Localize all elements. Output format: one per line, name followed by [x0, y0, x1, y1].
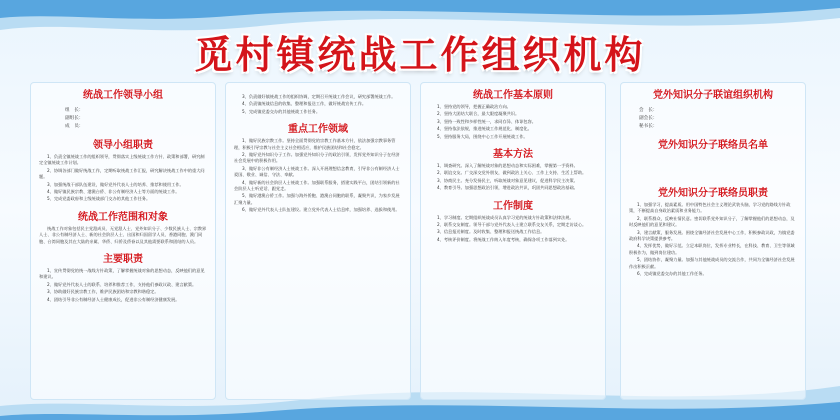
- heading-leadership-group: 统战工作领导小组: [83, 90, 163, 101]
- field-deputy-leader: 副组长：: [65, 116, 84, 121]
- paragraph: 3、加强统战干部队伍建设，做好党外代表人士的培养、推荐和使用工作。: [47, 181, 184, 187]
- heading-association-structure: 党外知识分子联谊组织机构: [653, 90, 773, 101]
- paragraph: 4、做好镇民族宗教、港澳台侨、非公有制经济人士等方面的统战工作。: [47, 189, 180, 195]
- paragraph: 3、建言献策，服务发展。围绕全镇经济社会发展中心工作，积极参政议政，为镇党委政府科学决策提供参考。: [629, 229, 795, 242]
- field-vice-president: 副会长：: [639, 116, 658, 121]
- paragraph: 5、完成镇党委交办的其他统战工作任务。: [242, 108, 321, 114]
- paragraph: 5、团结协作，凝聚力量。加强与其他统战成员的交流合作，共同为全镇经济社会发展作出积极贡献。: [629, 257, 795, 269]
- paragraph: 4、教育引导。加强思想政治引领，增进政治共识，巩固共同思想政治基础。: [437, 185, 578, 191]
- paragraph: 3、坚持一致性和多样性统一，求同存异、体谅包容。: [437, 118, 536, 124]
- field-secretary-general: 秘书长：: [639, 124, 658, 129]
- field-president: 会 长：: [639, 108, 658, 113]
- paragraph: 1、宣传贯彻党的统一战线方针政策，了解掌握统战对象的思想动态，反映他们的意见和建议。: [39, 268, 205, 280]
- paragraph: 1、加强学习，提高素质。用中国特色社会主义理论武装头脑，学习党的路线方针政策，不断提高自身政治素质和业务能力。: [629, 202, 791, 214]
- paragraph: 3、做好非公有制经济人士统战工作。深入开展理想信念教育，引导非公有制经济人士爱国、敬业、诚信、守法、奉献。: [234, 165, 400, 178]
- paragraph: 统战工作对象包括民主党派成员、无党派人士、党外知识分子、少数民族人士、宗教界人士、非公有制经济人士、新的社会阶层人士、出国和归国留学人员、香港同胞、澳门同胞、台湾同胞及其在大陆的亲属、华侨、归侨及侨眷以及其他需要联系和团结的人员。: [39, 225, 207, 244]
- paragraph: 4、坚持依法依规，推进统战工作规范化、制度化。: [437, 126, 532, 132]
- paragraph: 3、协助做好民族宗教工作，维护民族团结和宗教和谐稳定。: [47, 289, 159, 295]
- column-intellectuals-association: [620, 82, 806, 400]
- paragraph: 2、坚持大团结大联合，最大限度凝聚共识。: [437, 111, 520, 117]
- paragraph: 5、做好港澳台侨工作。加强与海外侨胞、港澳台同胞的联系，凝聚共识，为家乡发展汇聚力量。: [234, 193, 400, 205]
- paragraph: 4、发挥优势，做好示范。立足本职岗位，发挥专业特长，在科技、教育、卫生等领域积极作为，做到岗位建功。: [629, 243, 795, 255]
- paragraph: 3、协商民主。充分发扬民主，听取统战对象意见建议，促进科学民主决策。: [437, 177, 578, 183]
- paragraph: 1、坚持党的领导，把握正确政治方向。: [437, 104, 511, 109]
- heading-basic-principles: 统战工作基本原则: [473, 90, 553, 101]
- heading-work-system: 工作制度: [493, 200, 533, 212]
- paragraph: 2、联系交友制度。领导干部与党外代表人士建立联系交友关系，定期走访谈心。: [437, 222, 587, 228]
- paragraph: 2、协调各部门做好统战工作，定期听取统战工作汇报，研究解决统战工作中的重大问题。: [39, 167, 205, 180]
- heading-liaison-list: 党外知识分子联络员名单: [658, 140, 768, 151]
- paragraph: 4、团结引导非公有制经济人士健康成长，促进非公有制经济健康发展。: [47, 296, 180, 302]
- paragraph: 2、联系群众，反映社情民意。密切联系党外知识分子，了解掌握他们的思想动态，及时反映他们的意见和建议。: [629, 215, 795, 228]
- association-fields: [639, 107, 797, 131]
- paragraph: 1、负责全镇统战工作的组织领导，贯彻落实上级统战工作方针、政策和部署，研究制定全镇统战工作计划。: [39, 154, 205, 166]
- column-key-work-areas: [225, 82, 411, 400]
- field-members: 成 员：: [65, 124, 84, 129]
- paragraph: 3、负责做好镇统战工作的组织协调，定期召开统战工作会议，研究部署统战工作。: [242, 94, 396, 99]
- paragraph: 2、联谊交友。广交深交党外朋友，做到政治上关心、工作上支持、生活上帮助。: [437, 170, 587, 176]
- paragraph: 5、完成党委政府和上级统战部门交办的其他工作任务。: [47, 196, 151, 202]
- column-principles-methods: [420, 82, 606, 400]
- paragraph: 6、完成镇党委交办的其他工作任务。: [637, 271, 707, 277]
- paragraph: 5、坚持服务大局，围绕中心工作开展统战工作。: [437, 133, 528, 139]
- paragraph: 1、做好民族宗教工作。坚持全面贯彻党的宗教工作基本方针，依法加强宗教事务管理，积极引导宗教与社会主义社会相适应，维护民族团结和社会稳定。: [234, 138, 396, 150]
- heading-main-duties: 主要职责: [103, 254, 143, 266]
- paragraph: 4、负责镇统战信息的收集、整理和报送工作，做好统战宣传工作。: [242, 101, 367, 107]
- paragraph: 4、考核评价制度。将统战工作纳入年度考核，确保各项工作落到实处。: [437, 236, 570, 242]
- paragraph: 1、调查研究。深入了解统战对象的思想动态和实际困难，掌握第一手资料。: [437, 163, 578, 169]
- paragraph: 1、学习制度。定期组织统战成员认真学习党的统战方针政策和法律法规。: [437, 214, 574, 220]
- column-leadership-group: [30, 82, 216, 400]
- page-title: 觅村镇统战工作组织机构: [194, 32, 646, 77]
- heading-scope-and-objects: 统战工作范围和对象: [78, 211, 168, 223]
- paragraph: 3、信息报送制度。及时收集、整理和报送统战工作信息。: [437, 229, 545, 235]
- heading-key-work-areas: 重点工作领域: [288, 124, 348, 136]
- paragraph: 2、做好党外知识分子工作。加强党外知识分子的政治引领，发挥党外知识分子在经济社会发展中的积极作用。: [234, 152, 400, 164]
- heading-liaison-duties: 党外知识分子联络员职责: [658, 188, 768, 199]
- field-leader: 组 长：: [65, 108, 84, 113]
- leadership-fields: [65, 107, 207, 131]
- heading-group-duties: 领导小组职责: [93, 140, 153, 151]
- heading-basic-methods: 基本方法: [493, 149, 533, 161]
- paragraph: 6、做好党外代表人士队伍建设。建立党外代表人士信息库，加强培养、选拔和使用。: [242, 207, 400, 213]
- paragraph: 4、做好新的社会阶层人士统战工作。加强联系服务，搭建实践平台，团结引领新的社会阶层人士听党话、跟党走。: [234, 179, 400, 192]
- paragraph: 2、做好党外代表人士的联系、培养和推荐工作，支持他们参政议政、建言献策。: [47, 281, 197, 287]
